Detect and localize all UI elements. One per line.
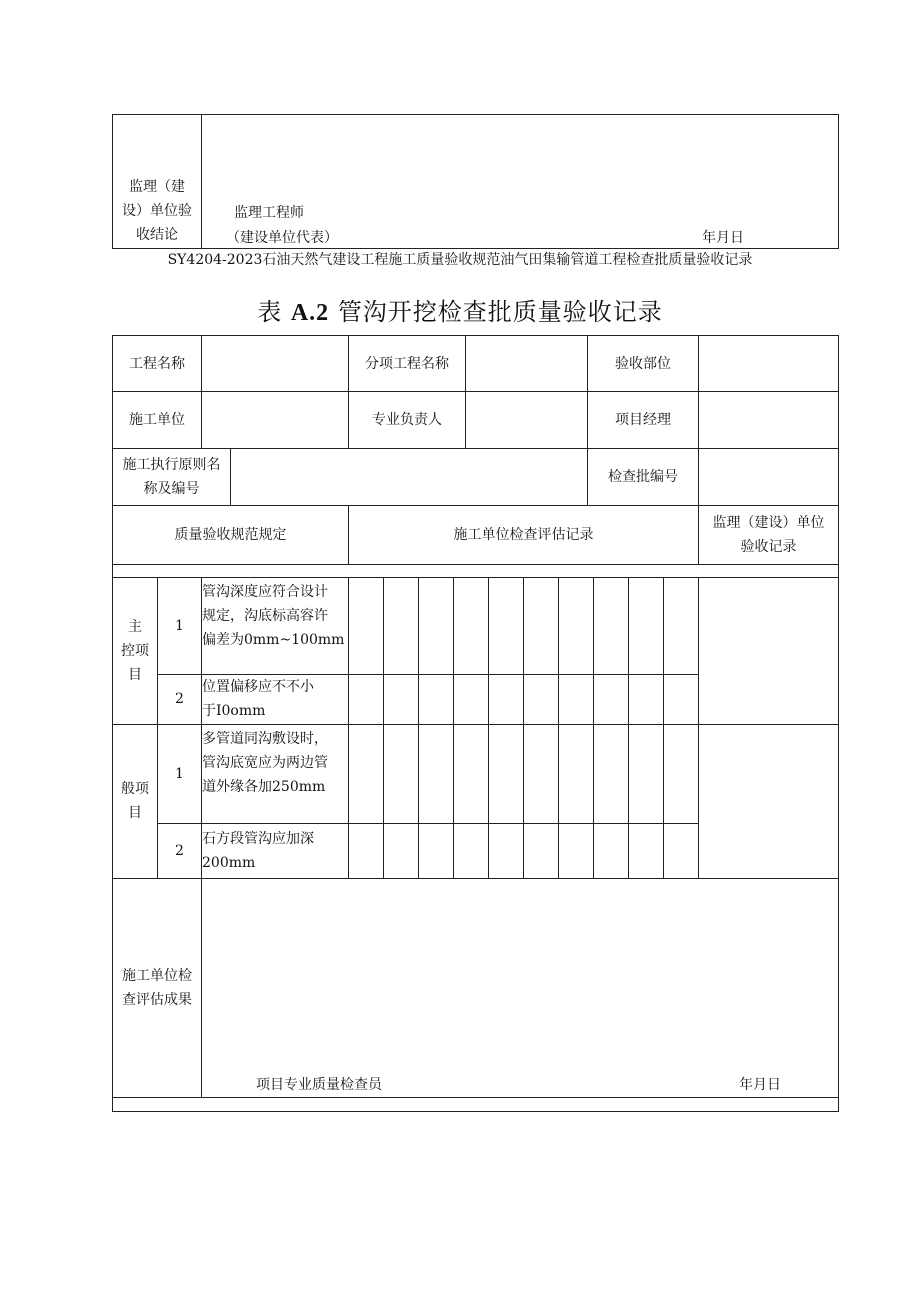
acceptance-part-value[interactable] <box>699 336 839 392</box>
label-line: 收结论 <box>136 227 178 243</box>
check-cell[interactable] <box>384 823 419 878</box>
check-cell[interactable] <box>524 577 559 674</box>
item-number: 1 <box>158 577 202 674</box>
label-line: 称及编号 <box>143 481 200 497</box>
label-line: 目 <box>128 666 142 683</box>
check-cell[interactable] <box>664 823 699 878</box>
item-number: 2 <box>158 823 202 878</box>
check-cell[interactable] <box>559 674 594 724</box>
check-cell[interactable] <box>489 823 524 878</box>
items-table <box>112 577 839 1098</box>
supervision-conclusion-table <box>112 114 839 249</box>
check-cell[interactable] <box>349 823 384 878</box>
check-cell[interactable] <box>594 674 629 724</box>
label-line: 监理（建 <box>129 179 185 195</box>
construction-unit-label: 施工单位 <box>113 392 202 449</box>
spec-line: 管沟底宽应为两边管 <box>202 754 328 771</box>
spec-line: 偏差为0mm~100mm <box>202 631 345 648</box>
spec-line: 200mm <box>202 854 256 871</box>
sub-project-name-value[interactable] <box>466 336 588 392</box>
spec-line: 于I0omm <box>202 703 266 719</box>
label-line: 验收记录 <box>740 539 797 555</box>
check-cell[interactable] <box>454 823 489 878</box>
construction-record-column-header: 施工单位检查评估记录 <box>349 506 699 565</box>
batch-number-label: 检查批编号 <box>588 449 699 506</box>
check-cell[interactable] <box>489 724 524 823</box>
label-line: 主 <box>128 618 142 635</box>
project-manager-value[interactable] <box>699 392 839 449</box>
result-date-label: 年月日 <box>739 1076 781 1093</box>
batch-number-value[interactable] <box>699 449 839 506</box>
project-name-value[interactable] <box>202 336 349 392</box>
check-cell[interactable] <box>384 674 419 724</box>
label-line: 设）单位验 <box>122 203 192 219</box>
supervision-conclusion-cell[interactable] <box>202 115 839 249</box>
result-cell[interactable] <box>202 878 839 1097</box>
standard-name-label <box>113 449 231 506</box>
sub-project-name-label: 分项工程名称 <box>349 336 466 392</box>
check-cell[interactable] <box>594 823 629 878</box>
label-line: 查评估成果 <box>122 991 192 1008</box>
title-prefix: 表 <box>257 298 283 326</box>
item-spec <box>202 674 349 724</box>
label-line: 施工单位检 <box>122 967 192 984</box>
spec-line: 道外缘各加250mm <box>202 778 326 795</box>
inspector-label: 项目专业质量检查员 <box>256 1076 382 1093</box>
check-cell[interactable] <box>454 724 489 823</box>
check-cell[interactable] <box>419 577 454 674</box>
check-cell[interactable] <box>384 724 419 823</box>
check-cell[interactable] <box>559 724 594 823</box>
check-cell[interactable] <box>664 674 699 724</box>
item-spec <box>202 823 349 878</box>
check-cell[interactable] <box>524 724 559 823</box>
main-control-supervision-record[interactable] <box>699 577 839 724</box>
check-cell[interactable] <box>629 724 664 823</box>
item-number: 2 <box>158 674 202 724</box>
check-cell[interactable] <box>524 674 559 724</box>
main-control-label <box>113 577 158 724</box>
rep-label: （建设单位代表） <box>226 230 338 246</box>
check-cell[interactable] <box>524 823 559 878</box>
engineer-label: 监理工程师 <box>234 205 304 221</box>
check-cell[interactable] <box>629 577 664 674</box>
check-cell[interactable] <box>349 577 384 674</box>
result-label <box>113 878 202 1097</box>
check-cell[interactable] <box>559 823 594 878</box>
check-cell[interactable] <box>349 724 384 823</box>
check-cell[interactable] <box>489 577 524 674</box>
check-cell[interactable] <box>664 724 699 823</box>
check-cell[interactable] <box>559 577 594 674</box>
spec-line: 位置偏移应不不小 <box>202 679 314 695</box>
date-label: 年月日 <box>702 230 744 246</box>
spec-column-header: 质量验收规范规定 <box>113 506 349 565</box>
check-cell[interactable] <box>594 724 629 823</box>
item-number: 1 <box>158 724 202 823</box>
item-spec <box>202 577 349 674</box>
acceptance-part-label: 验收部位 <box>588 336 699 392</box>
check-cell[interactable] <box>454 674 489 724</box>
standard-footer: SY4204-2023石油天然气建设工程施工质量验收规范油气田集输管道工程检查批质量验收记录 <box>167 252 753 268</box>
construction-unit-value[interactable] <box>202 392 349 449</box>
check-cell[interactable] <box>419 823 454 878</box>
label-line: 施工执行原则名 <box>122 457 221 473</box>
label-line: 目 <box>128 805 142 821</box>
title-number: A.2 <box>290 300 330 326</box>
spec-line: 石方段管沟应加深 <box>202 830 314 847</box>
check-cell[interactable] <box>419 674 454 724</box>
check-cell[interactable] <box>629 674 664 724</box>
spec-line: 多管道同沟敷设时， <box>202 730 328 747</box>
label-line: 般项 <box>121 781 149 797</box>
title-text: 管沟开挖检查批质量验收记录 <box>337 298 663 326</box>
check-cell[interactable] <box>419 724 454 823</box>
general-items-label <box>113 724 158 878</box>
inspection-table <box>112 335 839 1112</box>
check-cell[interactable] <box>489 674 524 724</box>
professional-lead-value[interactable] <box>466 392 588 449</box>
check-cell[interactable] <box>349 674 384 724</box>
spec-line: 管沟深度应符合设计 <box>202 583 328 600</box>
check-cell[interactable] <box>664 577 699 674</box>
project-manager-label: 项目经理 <box>588 392 699 449</box>
spec-line: 规定，沟底标高容许 <box>202 607 328 624</box>
standard-name-value[interactable] <box>231 449 588 506</box>
items-block <box>113 565 839 1112</box>
general-supervision-record[interactable] <box>699 724 839 878</box>
check-cell[interactable] <box>384 577 419 674</box>
item-spec <box>202 724 349 823</box>
label-line: 监理（建设）单位 <box>712 515 825 531</box>
project-name-label: 工程名称 <box>113 336 202 392</box>
label-line: 控项 <box>121 642 149 659</box>
professional-lead-label: 专业负责人 <box>349 392 466 449</box>
supervision-conclusion-label <box>113 115 202 249</box>
page-title <box>0 292 920 327</box>
supervision-column-header <box>699 506 839 565</box>
check-cell[interactable] <box>629 823 664 878</box>
check-cell[interactable] <box>594 577 629 674</box>
check-cell[interactable] <box>454 577 489 674</box>
